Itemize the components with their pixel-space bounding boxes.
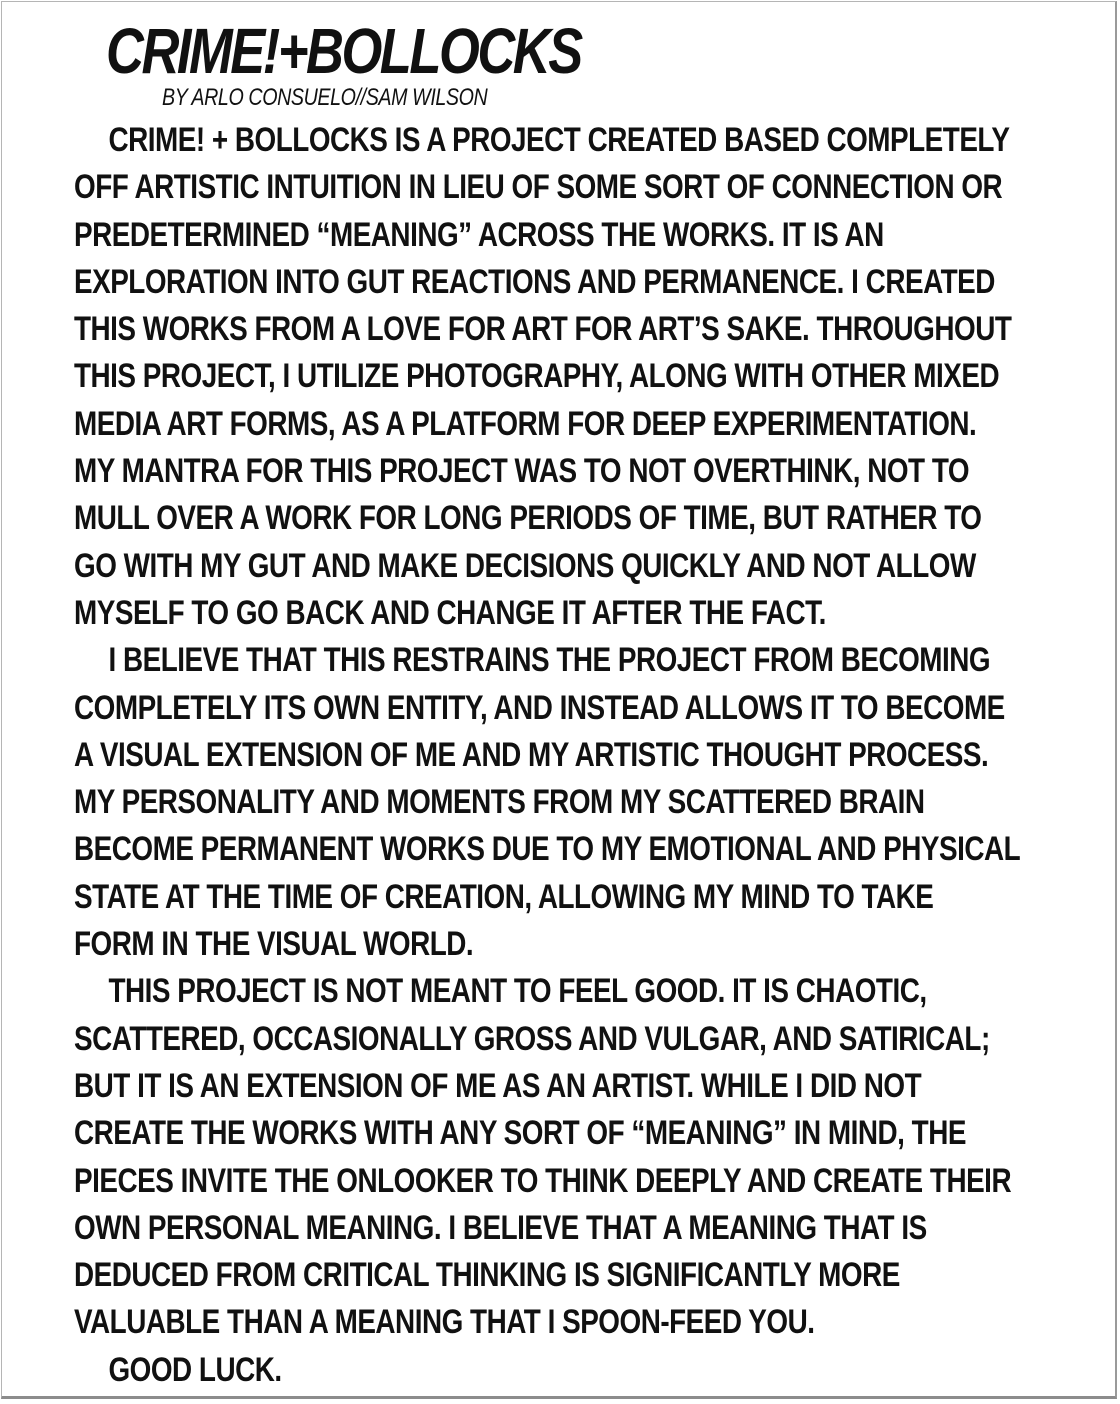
text-line: PIECES INVITE THE ONLOOKER TO THINK DEEPLY AND CREATE THEIR: [74, 1161, 1012, 1200]
text-line: DEDUCED FROM CRITICAL THINKING IS SIGNIFICANTLY MORE: [74, 1256, 900, 1295]
text-line: VALUABLE THAN A MEANING THAT I SPOON-FEED YOU.: [74, 1303, 815, 1342]
text-line: I BELIEVE THAT THIS RESTRAINS THE PROJECT FROM BECOMING: [108, 641, 991, 680]
statement-body: [74, 117, 1021, 1394]
text-line: PREDETERMINED “MEANING” ACROSS THE WORKS. IT IS AN: [74, 215, 884, 254]
text-line: STATE AT THE TIME OF CREATION, ALLOWING MY MIND TO TAKE: [74, 877, 934, 916]
text-line: THIS WORKS FROM A LOVE FOR ART FOR ART’S SAKE. THROUGHOUT: [74, 310, 1012, 349]
text-line: MULL OVER A WORK FOR LONG PERIODS OF TIME, BUT RATHER TO: [74, 499, 982, 538]
text-line: A VISUAL EXTENSION OF ME AND MY ARTISTIC THOUGHT PROCESS.: [74, 735, 989, 774]
text-line: EXPLORATION INTO GUT REACTIONS AND PERMANENCE. I CREATED: [74, 262, 995, 301]
text-line: GO WITH MY GUT AND MAKE DECISIONS QUICKLY AND NOT ALLOW: [74, 546, 976, 585]
text-line: BUT IT IS AN EXTENSION OF ME AS AN ARTIST. WHILE I DID NOT: [74, 1066, 922, 1105]
author-byline: BY ARLO CONSUELO//SAM WILSON: [162, 84, 488, 111]
document-title: CRIME!+BOLLOCKS: [106, 15, 581, 87]
text-line: GOOD LUCK.: [108, 1350, 282, 1389]
text-line: COMPLETELY ITS OWN ENTITY, AND INSTEAD ALLOWS IT TO BECOME: [74, 688, 1005, 727]
text-line: MYSELF TO GO BACK AND CHANGE IT AFTER THE FACT.: [74, 593, 826, 632]
text-line: MY PERSONALITY AND MOMENTS FROM MY SCATTERED BRAIN: [74, 783, 925, 822]
text-line: SCATTERED, OCCASIONALLY GROSS AND VULGAR, AND SATIRICAL;: [74, 1019, 990, 1058]
text-line: MY MANTRA FOR THIS PROJECT WAS TO NOT OVERTHINK, NOT TO: [74, 452, 970, 491]
text-line: FORM IN THE VISUAL WORLD.: [74, 925, 474, 964]
text-line: BECOME PERMANENT WORKS DUE TO MY EMOTIONAL AND PHYSICAL: [74, 830, 1021, 869]
text-line: OWN PERSONAL MEANING. I BELIEVE THAT A MEANING THAT IS: [74, 1208, 927, 1247]
text-line: THIS PROJECT, I UTILIZE PHOTOGRAPHY, ALONG WITH OTHER MIXED: [74, 357, 1000, 396]
text-line: CRIME! + BOLLOCKS IS A PROJECT CREATED BASED COMPLETELY: [108, 121, 1010, 159]
text-line: MEDIA ART FORMS, AS A PLATFORM FOR DEEP EXPERIMENTATION.: [74, 404, 977, 443]
text-line: CREATE THE WORKS WITH ANY SORT OF “MEANING” IN MIND, THE: [74, 1114, 966, 1153]
text-line: THIS PROJECT IS NOT MEANT TO FEEL GOOD. IT IS CHAOTIC,: [108, 972, 927, 1011]
text-line: OFF ARTISTIC INTUITION IN LIEU OF SOME SORT OF CONNECTION OR: [74, 168, 1003, 207]
document-page: [1, 1, 1117, 1399]
